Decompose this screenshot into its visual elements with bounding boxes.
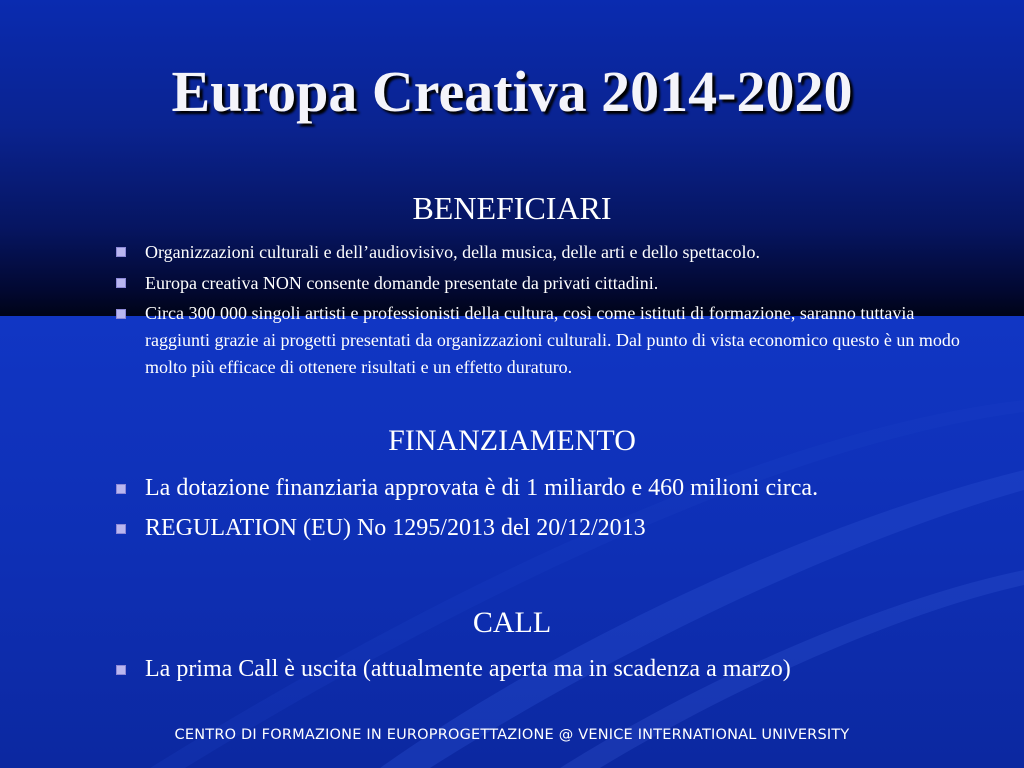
slide-title: Europa Creativa 2014-2020 [171, 59, 853, 124]
list-item [112, 472, 972, 504]
list-item [112, 269, 972, 297]
list-item [112, 238, 972, 266]
slide-footer: CENTRO DI FORMAZIONE IN EUROPROGETTAZIONE @ VENICE INTERNATIONAL UNIVERSITY [174, 727, 850, 743]
square-bullet-icon [116, 309, 126, 319]
list-item-text: Organizzazioni culturali e dell’audiovisivo, della musica, delle arti e dello spettacolo. [145, 242, 760, 262]
square-bullet-icon [116, 524, 126, 534]
list-item [112, 300, 972, 381]
list-item [112, 512, 972, 544]
section-heading-call: CALL [472, 606, 552, 639]
finanziamento-list [112, 472, 972, 552]
list-item [112, 653, 972, 685]
beneficiari-list [112, 238, 972, 384]
list-item-text: La prima Call è uscita (attualmente aperta ma in scadenza a marzo) [145, 656, 791, 682]
list-item-text: Europa creativa NON consente domande presentate da privati cittadini. [145, 273, 659, 293]
list-item-text: Circa 300 000 singoli artisti e professionisti della cultura, così come istituti di formazione, saranno tuttavia raggiunti grazie ai progetti presentati da organizzazioni culturali. Dal punto di vista economico questo è un modo molto più efficace di ottenere risultati e un effetto duraturo. [145, 303, 960, 377]
square-bullet-icon [116, 665, 126, 675]
section-heading-beneficiari: BENEFICIARI [412, 190, 612, 226]
list-item-text: La dotazione finanziaria approvata è di 1 miliardo e 460 milioni circa. [145, 475, 819, 501]
list-item-text: REGULATION (EU) No 1295/2013 del 20/12/2013 [145, 515, 646, 541]
square-bullet-icon [116, 278, 126, 288]
section-heading-finanziamento: FINANZIAMENTO [388, 424, 636, 457]
call-list [112, 653, 972, 693]
square-bullet-icon [116, 247, 126, 257]
square-bullet-icon [116, 484, 126, 494]
